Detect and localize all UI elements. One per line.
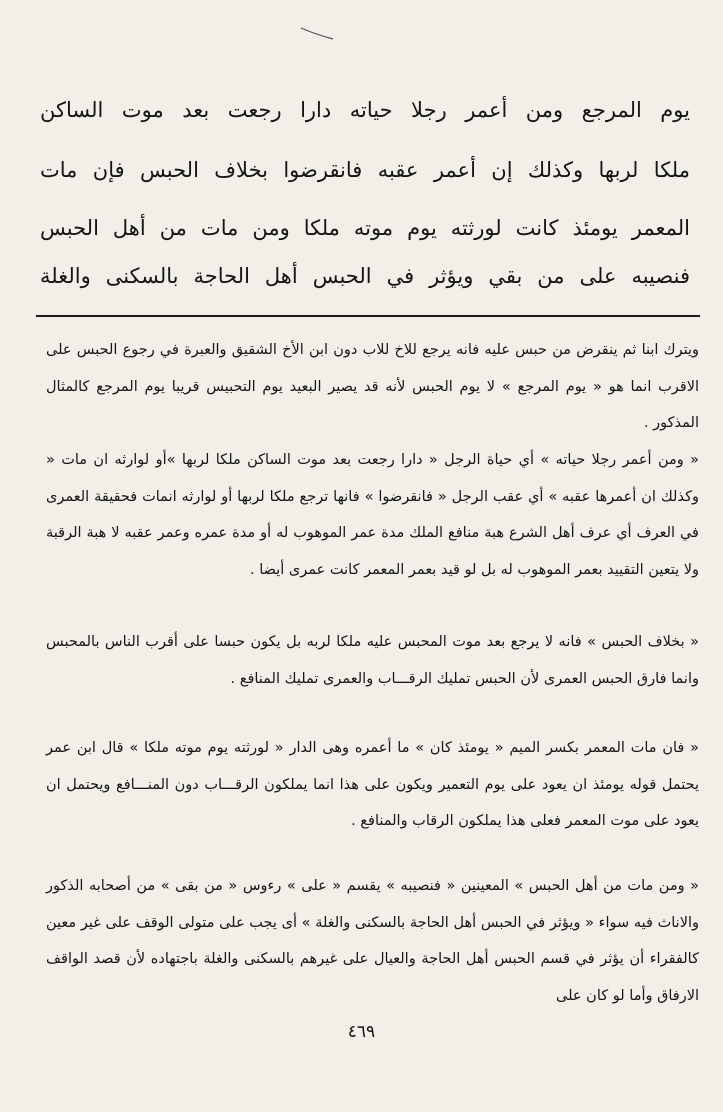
commentary-paragraph-3: « بخلاف الحبس » فانه لا يرجع بعد موت المحبس عليه ملكا لربه بل يكون حبسا على أقرب الناس بالمحبس وانما فارق الحبس العمرى لأن الحبس تمليك الرقـــاب والعمرى تمليك المنافع . [46, 634, 699, 687]
commentary-paragraph-4: « فان مات المعمر بكسر الميم « يومئذ كان » ما أعمره وهى الدار « لورثته يوم موته ملكا » قال ابن عمر يحتمل قوله يومئذ ان يعود على يوم التعمير ويكون على هذا انما يملكون الرقـــاب دون المنـــافع ويحتمل ان يعود على موت المعمر فعلى هذا يملكون الرقاب والمنافع . [46, 740, 699, 829]
verse-line-4: فنصيبه على من بقي ويؤثر في الحبس أهل الحاجة بالسكنى والغلة [40, 264, 690, 288]
commentary-paragraph-2: « ومن أعمر رجلا حياته » أي حياة الرجل « دارا رجعت بعد موت الساكن ملكا لربها »أو لوارثه ان مات « وكذلك ان أعمرها عقبه » أي عقب الرجل « فانقرضوا » فانها ترجع ملكا لربها أو لوارثه انمات فحقيقة العمرى في العرف أي عرف أهل الشرع هبة منافع الملك مدة عمر الموهوب له أو مدة عمره وعمر عقبه لا هبة الرقبة ولا يتعين التقييد بعمر الموهوب له بل لو قيد بعمر المعمر كانت عمرى أيضا . [46, 452, 699, 578]
page-number: ٤٦٩ [347, 1022, 376, 1042]
ink-mark [300, 26, 334, 40]
verse-line-1: يوم المرجع ومن أعمر رجلا حياته دارا رجعت بعد موت الساكن [40, 98, 690, 122]
separator-rule [36, 315, 700, 317]
commentary-paragraph-5: « ومن مات من أهل الحبس » المعينين « فنصيبه » يقسم « على » رءوس « من بقى » من أصحابه الذكور والاناث فيه سواء « ويؤثر في الحبس أهل الحاجة بالسكنى والغلة » أى يجب على متولى الوقف على غير معين كالفقراء أن يؤثر في قسم الحبس أهل الحاجة والعيال على غيرهم بالسكنى والغلة باجتهاده لأن قصد الواقف الارفاق وأما لو كان على [46, 878, 699, 1004]
verse-line-2: ملكا لربها وكذلك إن أعمر عقبه فانقرضوا بخلاف الحبس فإن مات [40, 158, 690, 182]
verse-line-3: المعمر يومئذ كانت لورثته يوم موته ملكا ومن مات من أهل الحبس [40, 216, 690, 240]
commentary-paragraph-1: ويترك ابنا ثم ينقرض من حبس عليه فانه يرجع للاخ للاب دون ابن الأخ الشقيق والعبرة في رجوع الحبس على الاقرب انما هو « يوم المرجع » لا يوم الحبس لأنه قد يصير البعيد يوم التحبيس قريبا يوم المرجع كالمثال المذكور . [46, 342, 699, 431]
